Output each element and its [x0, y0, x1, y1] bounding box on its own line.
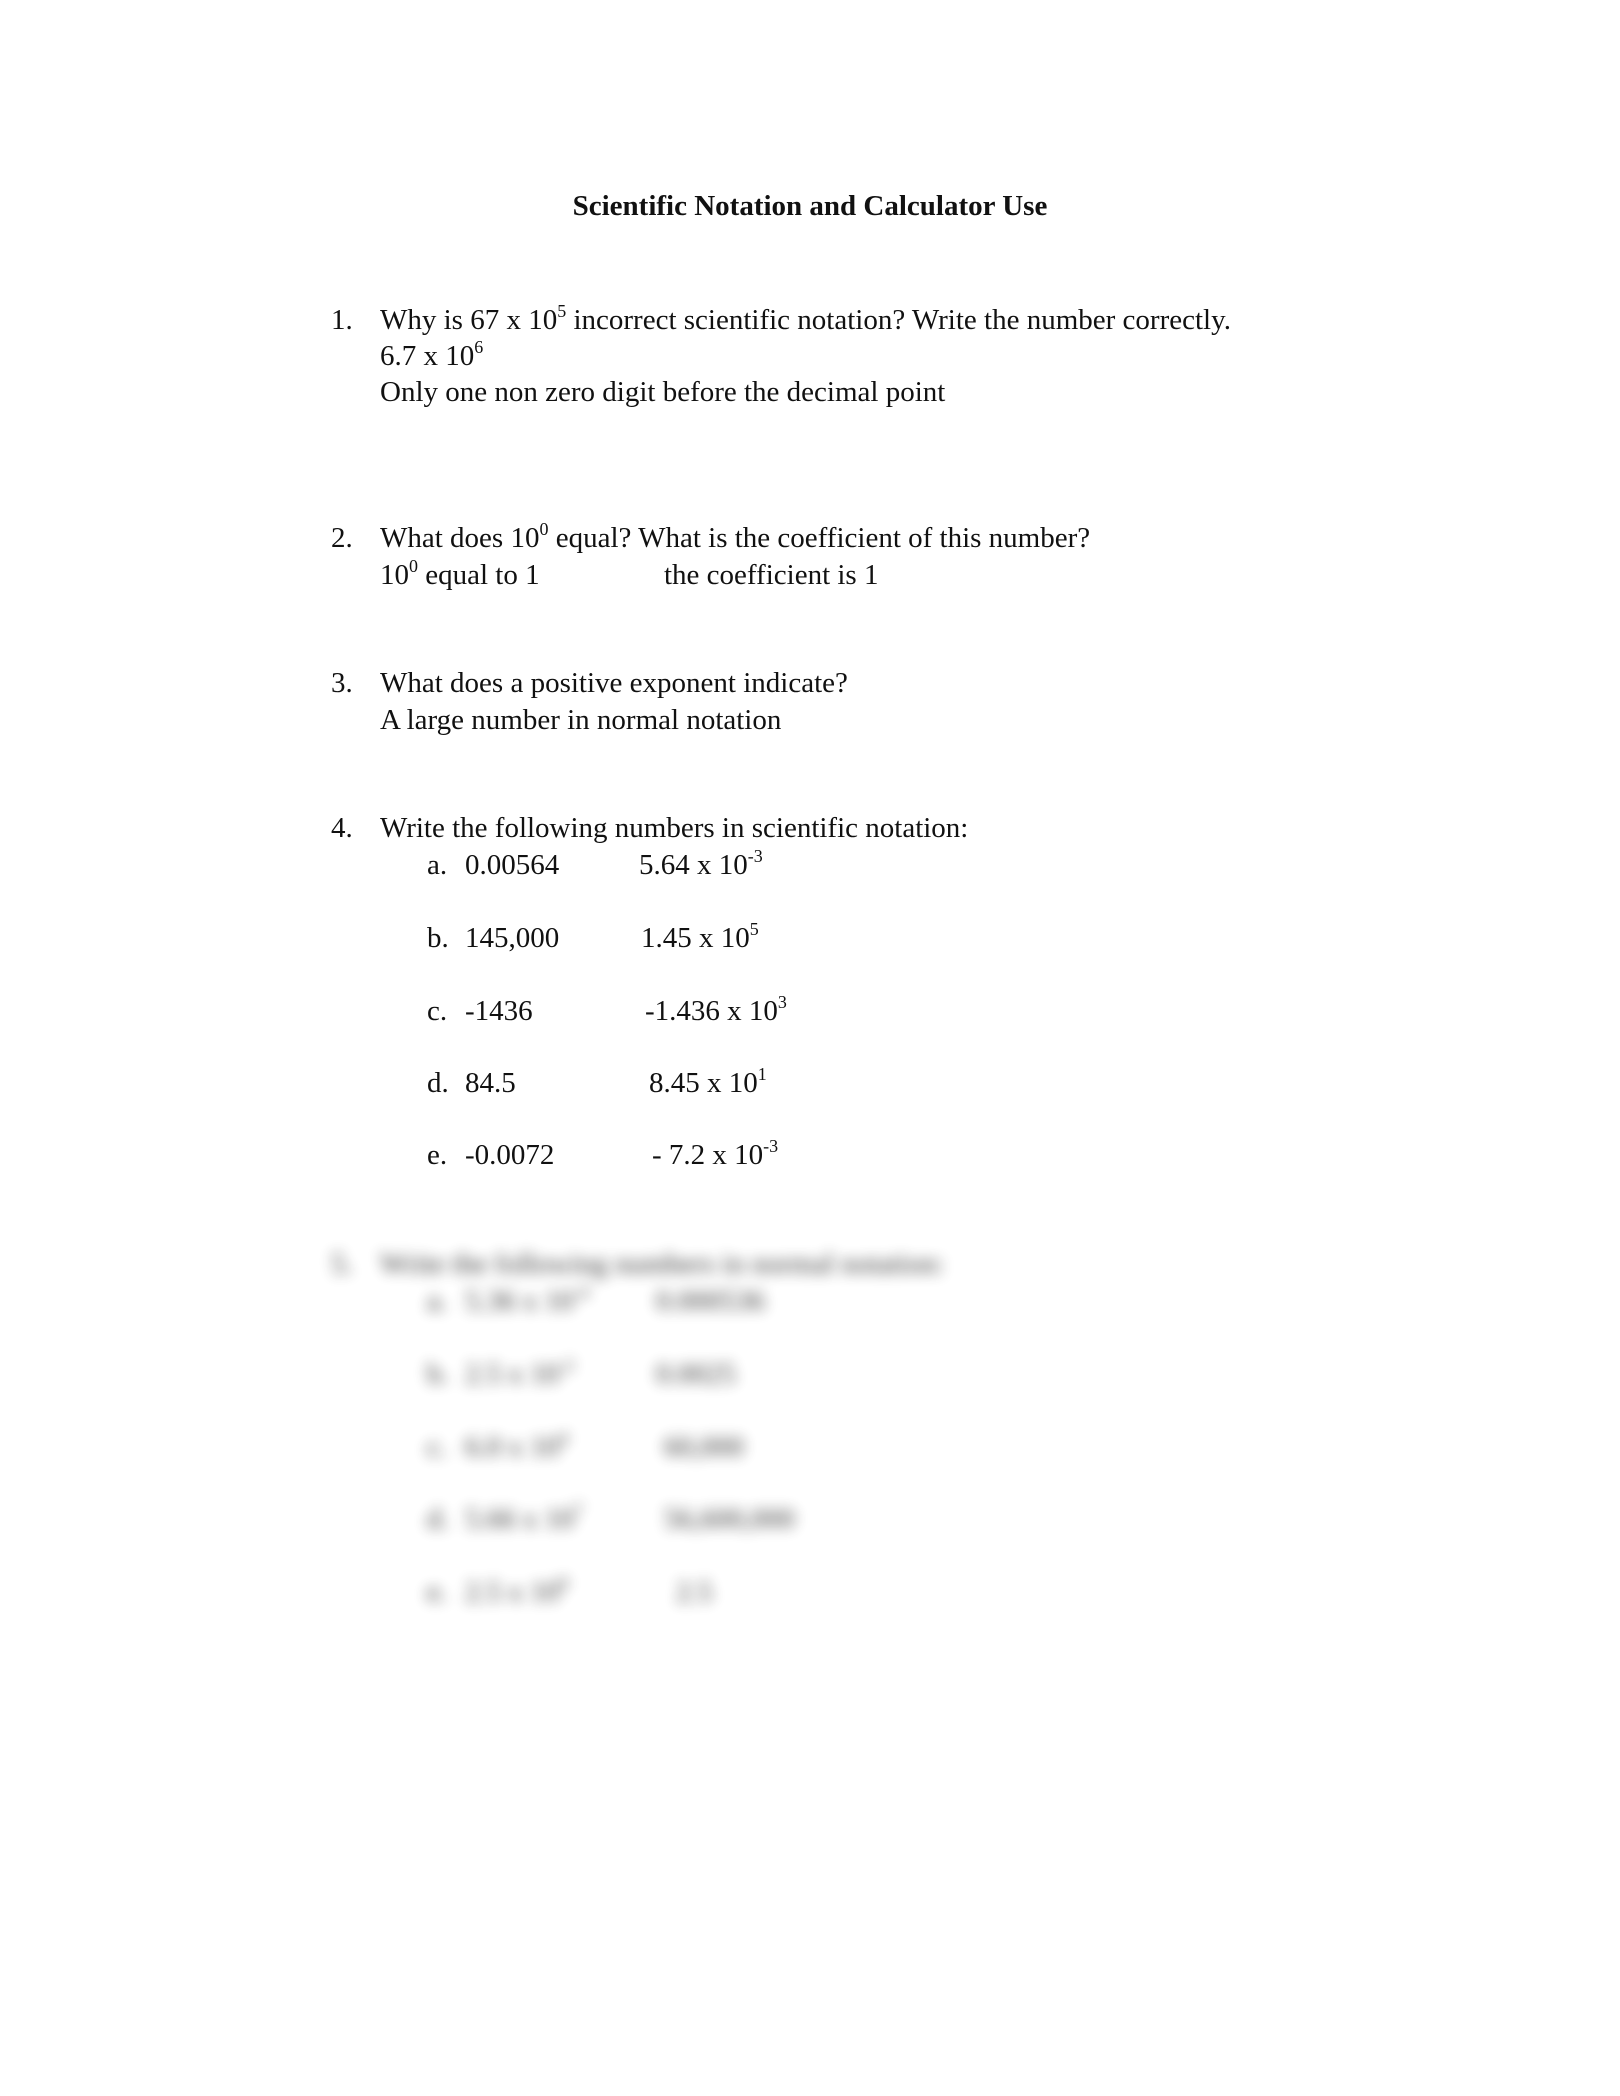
answer-base: -1.436 x 10 — [645, 995, 778, 1027]
item-answer: 0.000536 — [656, 1285, 765, 1317]
item-value: 0.00564 — [465, 849, 560, 881]
question-text: Write the following numbers in scientific notation: — [380, 812, 969, 844]
item-value: 84.5 — [465, 1067, 516, 1099]
item-letter: c. — [427, 1431, 448, 1463]
answer-line — [380, 337, 484, 372]
value-base: 2.5 x 10 — [465, 1576, 560, 1608]
question-number: 4. — [331, 812, 353, 844]
exponent: -3 — [763, 1136, 779, 1157]
item-answer — [645, 992, 787, 1027]
question-text-part: incorrect scientific notation? Write the number correctly. — [566, 304, 1231, 336]
question-number: 1. — [331, 304, 353, 336]
item-value — [465, 1500, 583, 1535]
exponent: -2 — [559, 1355, 575, 1376]
exponent: 5 — [557, 301, 567, 322]
item-answer: 0.0025 — [656, 1358, 736, 1390]
item-answer: 60,000 — [664, 1431, 744, 1463]
value-base: 5.36 x 10 — [465, 1285, 574, 1317]
answer-line — [380, 556, 540, 591]
answer-rest: equal to 1 — [417, 559, 540, 591]
item-value — [465, 1573, 569, 1608]
item-value — [465, 1355, 575, 1390]
item-value: -0.0072 — [465, 1139, 555, 1171]
item-answer: 56,600,000 — [664, 1503, 795, 1535]
answer-base: - 7.2 x 10 — [652, 1139, 764, 1171]
exponent: 6 — [474, 337, 484, 358]
answer-base: 8.45 x 10 — [649, 1067, 758, 1099]
answer-line: the coefficient is 1 — [664, 559, 879, 591]
exponent: 7 — [573, 1500, 583, 1521]
exponent: 4 — [559, 1428, 569, 1449]
item-letter: e. — [427, 1576, 448, 1608]
item-letter: e. — [427, 1139, 448, 1171]
item-answer — [652, 1136, 779, 1171]
question-number: 3. — [331, 667, 353, 699]
item-value: -1436 — [465, 995, 533, 1027]
question-text-part: equal? What is the coefficient of this number? — [548, 522, 1091, 554]
item-value — [465, 1428, 569, 1463]
exponent: 0 — [409, 556, 418, 577]
question-number: 5. — [331, 1248, 353, 1280]
exponent: 0 — [539, 519, 549, 540]
answer-base: 5.64 x 10 — [639, 849, 748, 881]
answer-line: A large number in normal notation — [380, 704, 782, 736]
question-text: What does a positive exponent indicate? — [380, 667, 848, 699]
question-number: 2. — [331, 522, 353, 554]
item-letter: c. — [427, 995, 448, 1027]
exponent: -4 — [573, 1282, 589, 1303]
question-text-part: Why is 67 x 10 — [380, 304, 558, 336]
answer-base: 6.7 x 10 — [380, 340, 475, 372]
item-answer — [641, 919, 759, 954]
item-letter: d. — [427, 1503, 449, 1535]
exponent: 1 — [757, 1064, 767, 1085]
question-text — [380, 301, 1231, 336]
exponent: 3 — [777, 992, 787, 1013]
question-text — [380, 519, 1091, 554]
question-text-part: What does 10 — [380, 522, 540, 554]
exponent: -3 — [747, 846, 763, 867]
item-value: 145,000 — [465, 922, 560, 954]
item-letter: d. — [427, 1067, 449, 1099]
exponent: 5 — [749, 919, 759, 940]
item-letter: a. — [427, 849, 448, 881]
exponent: 0 — [559, 1573, 569, 1594]
item-letter: b. — [427, 922, 449, 954]
value-base: 5.66 x 10 — [465, 1503, 574, 1535]
answer-base: 10 — [380, 559, 409, 591]
item-answer — [649, 1064, 767, 1099]
page-title: Scientific Notation and Calculator Use — [572, 190, 1048, 222]
value-base: 6.0 x 10 — [465, 1431, 560, 1463]
item-letter: b. — [427, 1358, 449, 1390]
question-text: Write the following numbers in normal notation: — [380, 1248, 945, 1280]
value-base: 2.5 x 10 — [465, 1358, 560, 1390]
answer-base: 1.45 x 10 — [641, 922, 750, 954]
item-letter: a. — [427, 1285, 448, 1317]
item-answer: 2.5 — [676, 1576, 713, 1608]
item-value — [465, 1282, 589, 1317]
answer-line: Only one non zero digit before the decimal point — [380, 376, 946, 408]
item-answer — [639, 846, 763, 881]
